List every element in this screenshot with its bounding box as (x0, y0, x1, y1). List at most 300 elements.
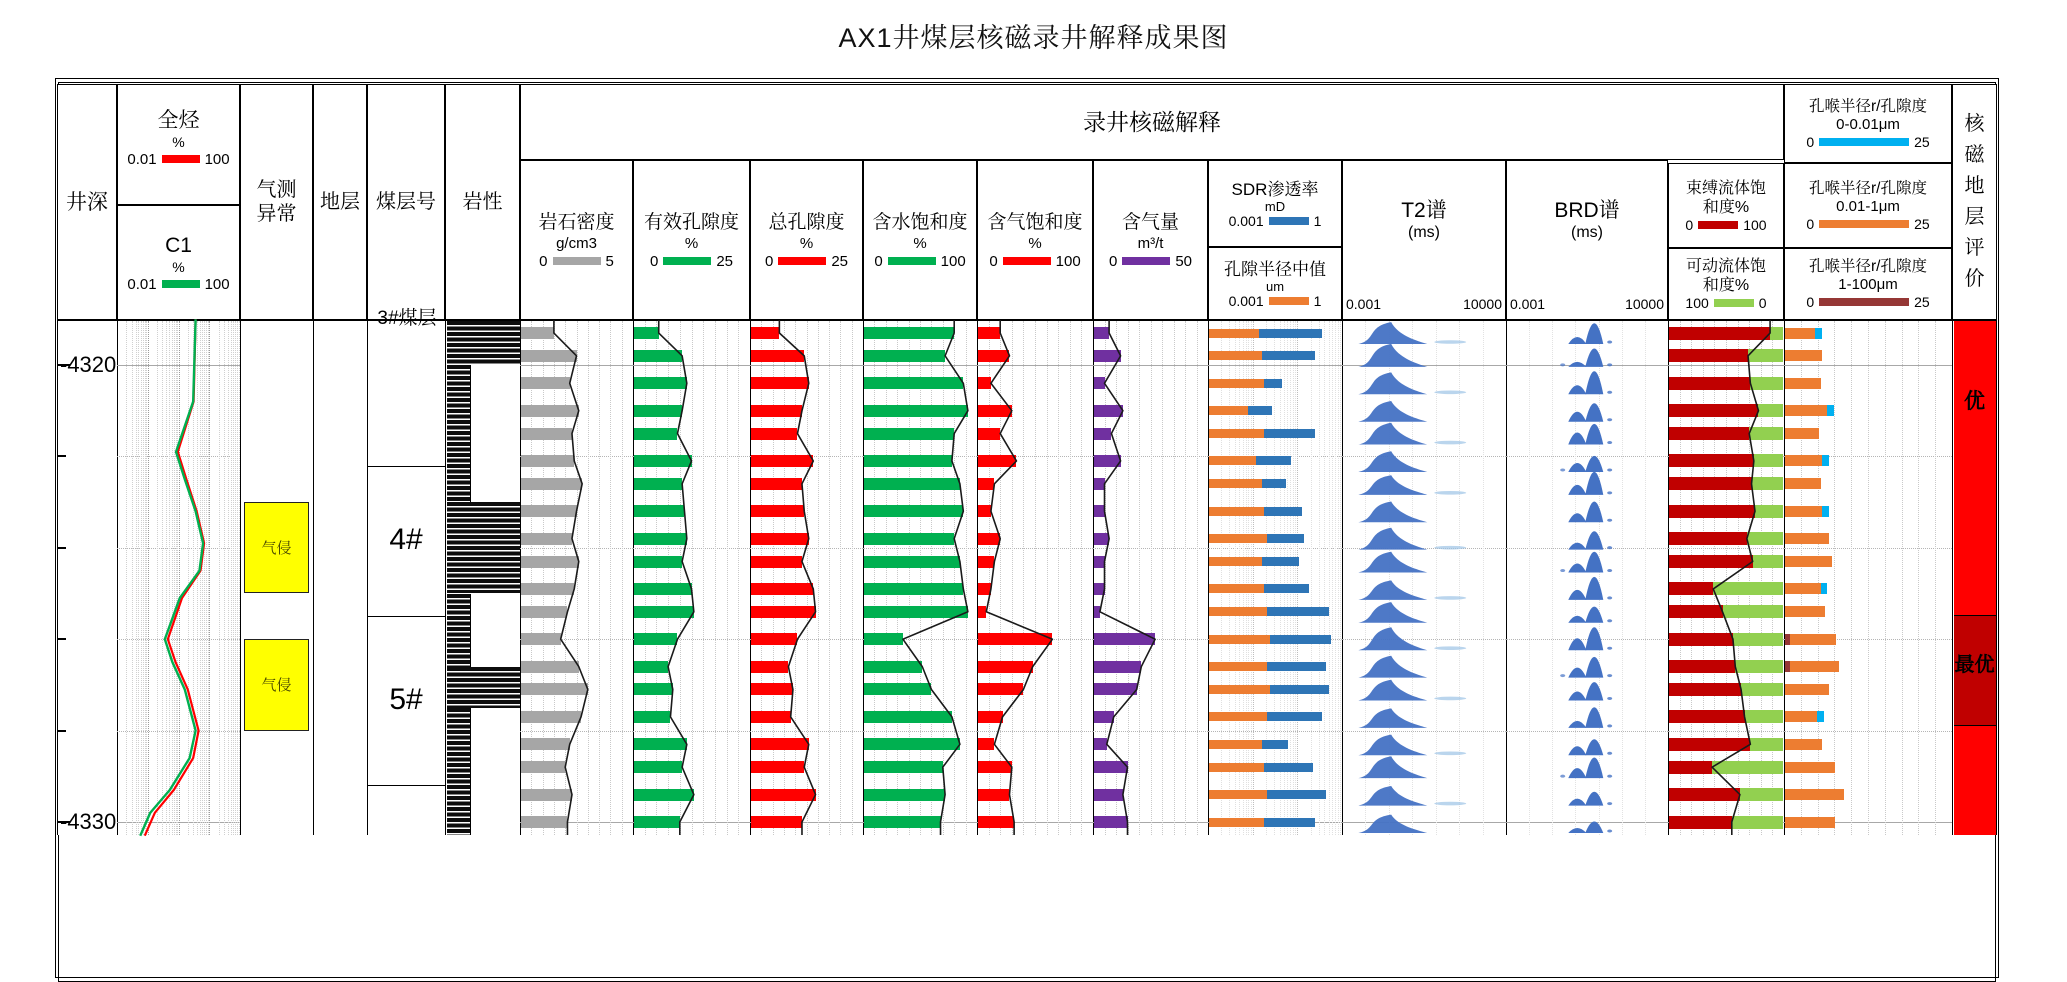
gridline-v (1253, 321, 1254, 835)
bar-sw (864, 533, 954, 545)
scale-min: 100 (1685, 295, 1709, 311)
header-sw (863, 160, 977, 320)
gas-anomaly-zone: 气侵 (244, 639, 309, 730)
header-formation (313, 84, 367, 320)
evaluation-zone (1954, 321, 1996, 616)
track-scale (751, 253, 862, 270)
scale-min: 0 (539, 252, 548, 270)
bar-throat-rt_mid (1785, 533, 1829, 544)
bar-phi_total (751, 405, 802, 417)
bar-phi_eff (634, 738, 687, 750)
scale-max: 25 (1914, 294, 1930, 310)
gridline-v (622, 321, 623, 835)
scale-bar (888, 257, 936, 265)
scale-bar (1122, 257, 1170, 265)
gridline-v (1902, 321, 1903, 835)
gridline-v (1738, 321, 1739, 835)
gridline-v (1284, 321, 1285, 835)
bar-sdr (1209, 818, 1264, 827)
gridline-v (1297, 321, 1298, 835)
bar-sw (864, 327, 954, 339)
bar-density (521, 683, 588, 695)
header-label: 含气饱和度 (987, 211, 1083, 233)
gridline-v (1239, 321, 1240, 835)
header-label: 和度% (1702, 198, 1750, 216)
bar-phi_total (751, 789, 816, 801)
track-scale (1209, 293, 1341, 309)
gridline-v (886, 321, 887, 835)
header-t2-max: 10000 (1463, 296, 1502, 312)
header-qt (117, 84, 240, 205)
bar-sg (978, 327, 1000, 339)
gridline-v (1266, 321, 1267, 835)
bar-bound (1669, 710, 1745, 723)
gridline-v (543, 321, 544, 835)
gridline-v (840, 321, 841, 835)
gridline-v (909, 321, 910, 835)
bar-sg (978, 761, 1012, 773)
coal-seam-divider (367, 616, 445, 617)
gridline-v (1868, 321, 1869, 835)
scale-max: 100 (204, 150, 230, 168)
bar-bound (1740, 788, 1783, 801)
bar-sdr (1209, 406, 1248, 415)
gridline-v (1081, 321, 1082, 835)
header-label: 岩性 (462, 191, 503, 213)
bar-throat-rt_mid (1790, 661, 1839, 672)
bar-phi_total (751, 738, 809, 750)
bar-sw (864, 633, 903, 645)
header-c1 (117, 205, 240, 320)
bar-throat-rt_small (1817, 711, 1824, 722)
bar-phi_eff (634, 633, 677, 645)
bar-gas (1094, 789, 1123, 801)
header-brd-min: 0.001 (1510, 296, 1546, 312)
gridline-v (966, 321, 967, 835)
bar-throat-rt_mid (1785, 711, 1817, 722)
bar-gas (1094, 711, 1114, 723)
bar-phi_total (751, 455, 813, 467)
gridline-v (1058, 321, 1059, 835)
header-label: 气测 (256, 179, 297, 201)
gridline-v (1680, 321, 1681, 835)
bar-density (521, 556, 579, 568)
header-density (520, 160, 633, 320)
header-depth (57, 84, 117, 320)
gridline-v (1290, 321, 1291, 835)
header-label: um (1265, 278, 1285, 294)
gridline-v (599, 321, 600, 835)
track-scale (1669, 217, 1783, 233)
bar-phi_eff (634, 556, 682, 568)
gridline-v (1749, 321, 1750, 835)
bar-phi_eff (634, 428, 677, 440)
bar-sdr (1209, 740, 1262, 749)
bar-sdr (1209, 379, 1264, 388)
gridline-v (954, 321, 955, 835)
gridline-v (703, 321, 704, 835)
bar-sw (864, 478, 960, 490)
track-scale (1785, 134, 1951, 150)
bar-throat-rt_mid (1785, 455, 1822, 466)
gridline-v (738, 321, 739, 835)
header-label: % (172, 133, 185, 150)
bar-bound (1741, 683, 1783, 696)
bar-phi_total (751, 606, 816, 618)
bar-throat-rt_mid (1790, 634, 1836, 645)
gridline-v (784, 321, 785, 835)
gridline-v (1818, 321, 1819, 835)
bar-phi_total (751, 816, 802, 828)
header-label: % (799, 234, 814, 252)
bar-sg (978, 789, 1009, 801)
lithology-gap (470, 594, 521, 667)
gridline-v (1761, 321, 1762, 835)
coal-seam-divider (367, 785, 445, 786)
bar-bound (1669, 427, 1749, 440)
gridline-v (1834, 321, 1835, 835)
bar-phi_eff (634, 505, 684, 517)
bar-sdr (1209, 712, 1267, 721)
bar-sw (864, 711, 952, 723)
gridline-v (818, 321, 819, 835)
evaluation-zone (1954, 726, 1996, 835)
bar-sg (978, 606, 986, 618)
bar-sw (864, 505, 963, 517)
gridline-v (829, 321, 830, 835)
bar-phi_eff (634, 327, 659, 339)
bar-throat-rt_mid (1785, 556, 1832, 567)
header-label: 有效孔隙度 (643, 211, 739, 233)
bar-phi_total (751, 327, 779, 339)
bar-throat-rt_mid (1785, 506, 1822, 517)
header-data-divider (57, 320, 1997, 321)
scale-bar (553, 257, 601, 265)
scale-min: 0 (1685, 216, 1694, 233)
bar-bound (1669, 532, 1747, 545)
track-scale (521, 253, 632, 270)
bar-sdr (1209, 662, 1267, 671)
track-scale (118, 276, 239, 293)
lithology-coal (447, 502, 521, 593)
bar-sg (978, 478, 994, 490)
bar-sw (864, 789, 945, 801)
header-label: 孔喉半径r/孔隙度 (1809, 179, 1927, 197)
bar-phi_eff (634, 377, 687, 389)
bar-bound (1669, 582, 1713, 595)
scale-bar (1819, 138, 1909, 146)
header-throat-1 (1784, 163, 1952, 248)
scale-min: 0 (1806, 294, 1815, 310)
page-title: AX1井煤层核磁录井解释成果图 (838, 23, 1229, 53)
bar-sg (978, 428, 1000, 440)
scale-bar (1819, 220, 1909, 228)
bar-bound (1669, 660, 1735, 673)
lithology-coal (447, 667, 521, 708)
scale-bar (1269, 297, 1309, 305)
bar-sdr (1209, 329, 1259, 338)
scale-max: 25 (1914, 215, 1930, 232)
gridline-v (795, 321, 796, 835)
bar-throat-rt_mid (1785, 378, 1821, 389)
bar-bound (1669, 377, 1750, 390)
bar-sg (978, 683, 1023, 695)
bar-gas (1094, 428, 1111, 440)
bar-sw (864, 683, 931, 695)
header-label: % (1028, 234, 1042, 252)
header-label: g/cm3 (556, 234, 597, 252)
track-body-sdr (1208, 320, 1342, 835)
gridline-v (1229, 321, 1230, 835)
header-gas-anomaly (240, 84, 313, 320)
depth-tick (57, 638, 66, 640)
gridline-v (668, 321, 669, 835)
coal-seam-divider (367, 466, 445, 467)
bar-sg (978, 738, 994, 750)
depth-tick (57, 730, 66, 732)
track-scale (978, 253, 1092, 270)
bar-throat-rt_small (1815, 328, 1822, 339)
bar-density (521, 505, 577, 517)
gridline-v (531, 321, 532, 835)
header-label: T2谱 (1401, 198, 1447, 222)
bar-phi_eff (634, 661, 668, 673)
bar-sw (864, 455, 952, 467)
lithology-coal (447, 321, 521, 365)
bar-bound (1754, 454, 1783, 467)
lithology-gap (470, 708, 521, 835)
scale-bar (162, 155, 200, 163)
gridline-v (1139, 321, 1140, 835)
bar-bound (1758, 404, 1783, 417)
bar-sw (864, 606, 968, 618)
bar-bound (1750, 738, 1783, 751)
header-label: 煤层号 (376, 191, 436, 213)
coal-seam-label: 4# (389, 522, 423, 556)
bar-sdr (1209, 479, 1262, 488)
bar-sg (978, 505, 991, 517)
bar-bound (1669, 633, 1733, 646)
bar-sg (978, 816, 1014, 828)
t2-spectra (1342, 320, 1506, 835)
header-label: mD (1264, 198, 1286, 214)
gridline-v (1287, 321, 1288, 835)
bar-bound (1747, 532, 1783, 545)
gridline-v (1691, 321, 1692, 835)
header-lithology (445, 84, 520, 320)
gridline-v (920, 321, 921, 835)
bar-bound (1732, 816, 1783, 829)
lithology-coal_partial (447, 365, 521, 502)
gridline-v (1012, 321, 1013, 835)
header-gas (1093, 160, 1208, 320)
gridline-v (715, 321, 716, 835)
gridline-v (1329, 321, 1330, 835)
bar-density (521, 761, 565, 773)
gridline-v (1772, 321, 1773, 835)
header-label: 含气量 (1121, 211, 1179, 233)
scale-bar (1714, 299, 1754, 307)
bar-throat-rt_mid (1785, 328, 1815, 339)
header-label: 0-0.01μm (1836, 115, 1900, 133)
gridline-v (1335, 321, 1336, 835)
bar-gas (1094, 683, 1137, 695)
bar-phi_eff (634, 478, 682, 490)
bar-bound (1745, 710, 1783, 723)
gridline-v (577, 321, 578, 835)
header-label: 含水饱和度 (872, 211, 968, 233)
scale-bar (1698, 221, 1738, 229)
bar-bound (1669, 555, 1753, 568)
bar-throat-rt_small (1822, 455, 1829, 466)
header-label: 可动流体饱 (1685, 258, 1766, 275)
bar-gas (1094, 583, 1105, 595)
bar-phi_total (751, 428, 797, 440)
bar-gas (1094, 533, 1109, 545)
bar-bound (1669, 788, 1740, 801)
bar-phi_total (751, 505, 804, 517)
gridline-v (1116, 321, 1117, 835)
gridline-v (1197, 321, 1198, 835)
track-scale (1669, 295, 1783, 311)
bar-bound (1669, 454, 1754, 467)
gridline-v (1332, 321, 1333, 835)
scale-min: 0 (1806, 215, 1815, 232)
gridline-v (1338, 321, 1339, 835)
gridline-v (1703, 321, 1704, 835)
scale-max: 50 (1175, 252, 1193, 270)
scale-max: 5 (605, 252, 614, 270)
header-label: 束缚流体饱 (1685, 179, 1766, 197)
gridline-v (852, 321, 853, 835)
gridline-v (1248, 321, 1249, 835)
header-label: 孔喉半径r/孔隙度 (1809, 258, 1927, 275)
bar-density (521, 377, 570, 389)
gas-curves (117, 320, 240, 835)
bar-density (521, 428, 572, 440)
bar-sw (864, 405, 968, 417)
header-phi_eff (633, 160, 750, 320)
gridline-v (1726, 321, 1727, 835)
gridline-h (1208, 548, 1342, 549)
header-label: SDR渗透率 (1231, 179, 1319, 199)
bar-bound (1735, 660, 1783, 673)
bar-phi_eff (634, 405, 682, 417)
header-label: 异常 (256, 203, 297, 225)
header-nmr-evaluation (1952, 84, 1997, 320)
bar-sdr (1209, 763, 1264, 772)
bar-gas (1094, 606, 1100, 618)
bar-phi_total (751, 350, 804, 362)
scale-min: 0.01 (127, 275, 157, 293)
bar-throat-rt_mid (1785, 606, 1825, 617)
bar-gas (1094, 455, 1121, 467)
gridline-v (1295, 321, 1296, 835)
header-throat-0 (1784, 84, 1952, 163)
bar-bound (1669, 477, 1752, 490)
evaluation-label: 优 (1964, 389, 1985, 413)
header-sdr-perm (1208, 160, 1342, 247)
bar-density (521, 350, 577, 362)
gridline-h (1208, 731, 1342, 732)
scale-max: 1 (1313, 212, 1322, 229)
bar-gas (1094, 738, 1107, 750)
gridline-v (645, 321, 646, 835)
header-label: 核磁地层评价 (1964, 113, 1985, 290)
header-label: m³/t (1137, 234, 1164, 252)
gridline-v (610, 321, 611, 835)
scale-max: 25 (831, 252, 849, 270)
bar-bound (1712, 761, 1783, 774)
track-scale (1094, 253, 1207, 270)
depth-tick (57, 547, 66, 549)
depth-tick (57, 455, 66, 457)
header-label: 地层 (320, 191, 360, 213)
scale-min: 0.001 (1228, 212, 1264, 229)
scale-bar (778, 257, 826, 265)
scale-min: 0 (649, 252, 659, 270)
bar-phi_eff (634, 711, 670, 723)
scale-max: 100 (204, 275, 230, 293)
bar-phi_total (751, 583, 813, 595)
bar-phi_total (751, 633, 797, 645)
scale-max: 0 (1758, 295, 1767, 311)
bar-bound (1770, 327, 1783, 340)
header-label: (ms) (1571, 223, 1603, 241)
bar-bound (1755, 505, 1783, 518)
bar-phi_eff (634, 789, 694, 801)
header-label: (ms) (1408, 223, 1440, 241)
bar-density (521, 583, 574, 595)
bar-throat-rt_mid (1785, 428, 1819, 439)
gridline-v (1221, 321, 1222, 835)
bar-density (521, 478, 582, 490)
bar-bound (1752, 477, 1783, 490)
gridline-v (1070, 321, 1071, 835)
track-scale (1785, 294, 1951, 310)
scale-max: 100 (1055, 252, 1081, 270)
bar-throat-rt_small (1821, 583, 1828, 594)
bar-bound (1749, 427, 1783, 440)
lithology-coal_partial (447, 708, 521, 835)
header-bound-fluid (1668, 163, 1784, 248)
header-brd-max: 10000 (1625, 296, 1664, 312)
bar-sdr (1209, 456, 1256, 465)
gridline-v (1151, 321, 1152, 835)
coal-seam-label: 5# (389, 682, 423, 716)
bar-throat-rt_mid (1785, 739, 1822, 750)
bar-phi_total (751, 711, 791, 723)
scale-bar (1819, 298, 1909, 306)
header-label: % (913, 234, 927, 252)
bar-sg (978, 661, 1033, 673)
bar-density (521, 816, 567, 828)
bar-sw (864, 377, 963, 389)
track-body-depth (57, 320, 117, 835)
bar-sg (978, 455, 1016, 467)
track-scale (1209, 213, 1341, 229)
bar-density (521, 661, 579, 673)
gridline-v (680, 321, 681, 835)
header-label: 1-100μm (1838, 276, 1898, 293)
gridline-v (1851, 321, 1852, 835)
bar-phi_total (751, 661, 788, 673)
lithology-coal_partial (447, 594, 521, 667)
header-t2-min: 0.001 (1346, 296, 1382, 312)
bar-sg (978, 405, 1012, 417)
depth-label: -4330 (60, 809, 117, 834)
scale-min: 0 (764, 252, 774, 270)
